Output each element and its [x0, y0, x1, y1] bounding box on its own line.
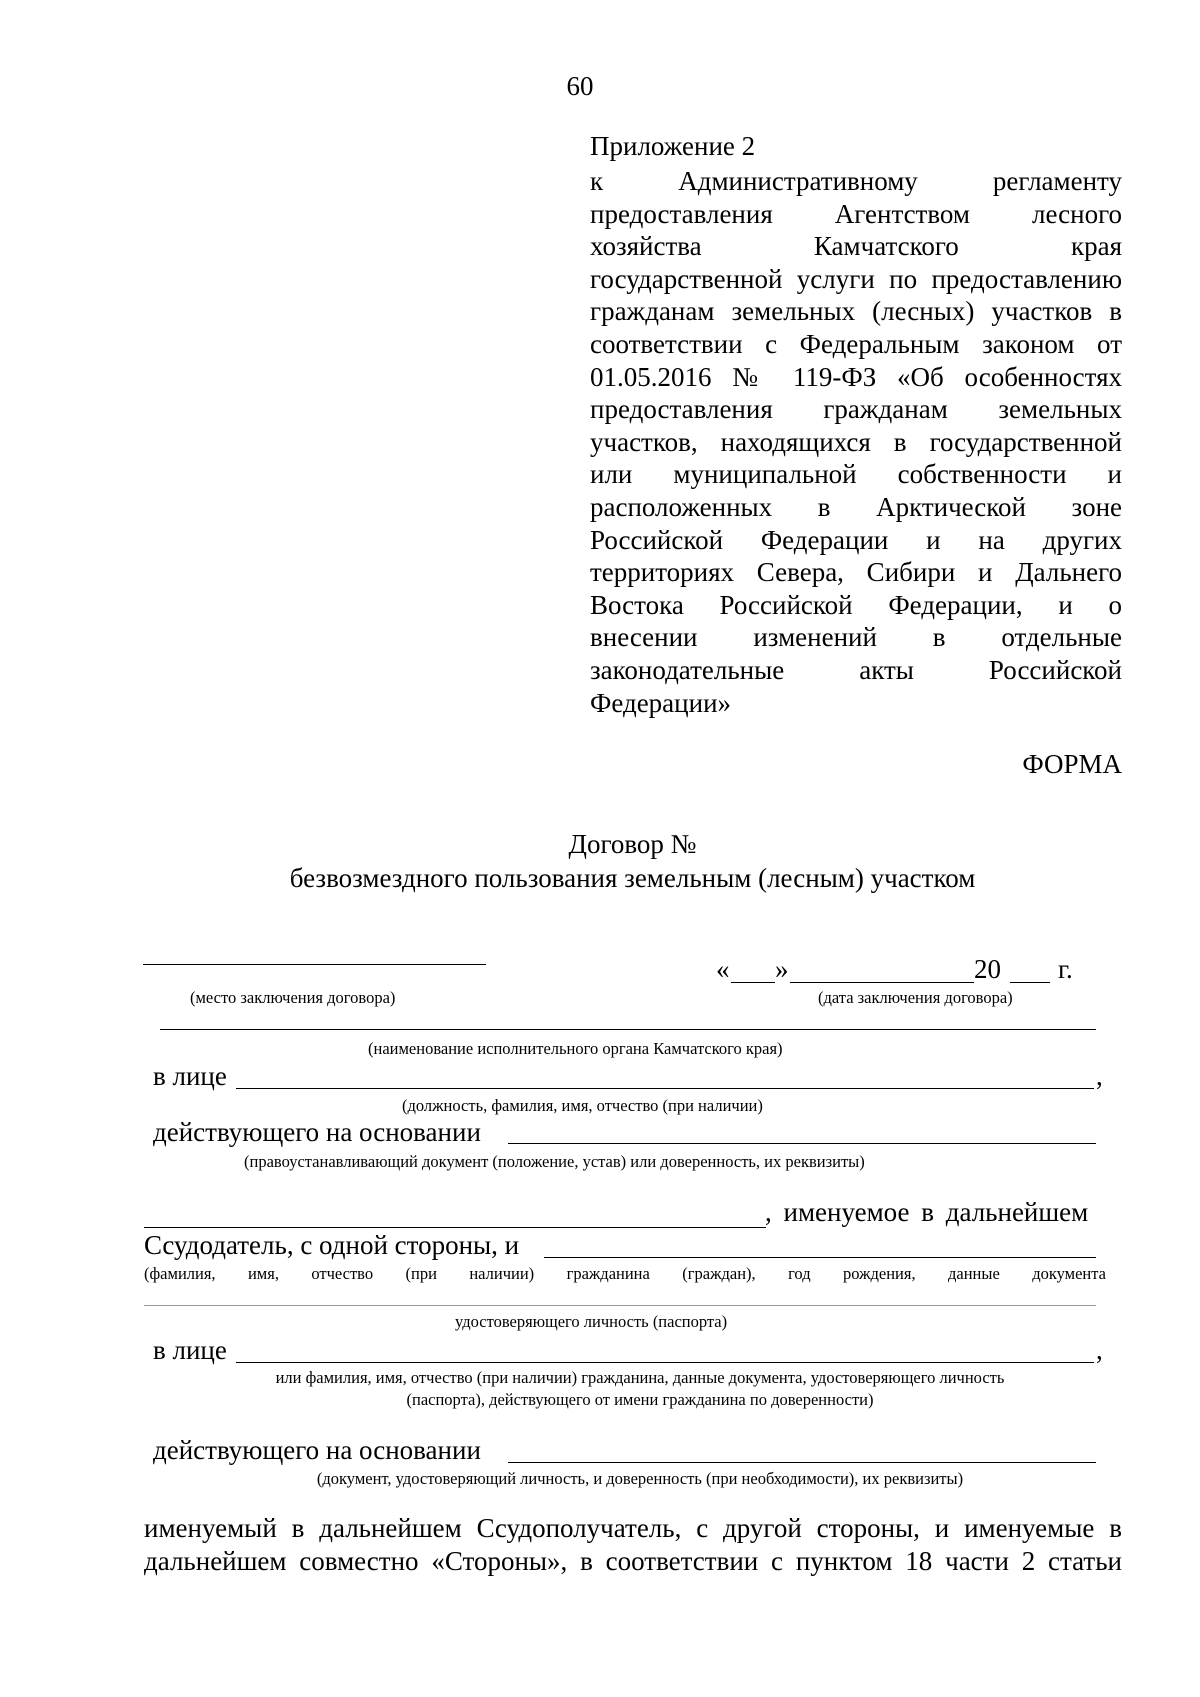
body-line-2: дальнейшем совместно «Стороны», в соответствии с пунктом 18 части 2 статьи: [144, 1546, 1122, 1576]
comma-2: ,: [1096, 1335, 1103, 1365]
appendix-line: или муниципальной собственности и: [590, 459, 1122, 490]
body-line-1: именуемый в дальнейшем Ссудополучатель, с другой стороны, и именуемые в: [144, 1513, 1122, 1543]
form-label: ФОРМА: [1022, 749, 1122, 779]
appendix-line: предоставления Агентством лесного: [590, 198, 1122, 229]
appendix-line: Российской Федерации и на других: [590, 524, 1122, 555]
citizen-caption-2: удостоверяющего личность (паспорта): [455, 1312, 728, 1331]
legal-doc-caption: (правоустанавливающий документ (положение, устав) или доверенность, их реквизиты): [244, 1152, 865, 1171]
appendix-line: предоставления гражданам земельных: [590, 394, 1122, 425]
appendix-line: законодательные акты Российской: [590, 654, 1122, 685]
date-quote-open: «: [716, 954, 730, 984]
appendix-line: расположенных в Арктической зоне: [590, 491, 1122, 522]
appendix-line: государственной услуги по предоставлению: [590, 263, 1122, 294]
position-field-line[interactable]: [236, 1088, 1094, 1089]
contract-title: Договор №: [568, 829, 697, 859]
identity-doc-field-line[interactable]: [508, 1462, 1096, 1463]
comma: ,: [1096, 1061, 1103, 1091]
in-person-label: в лице: [153, 1061, 227, 1091]
representative-caption-1: или фамилия, имя, отчество (при наличии) гражданина, данные документа, удостоверяющего личность: [275, 1368, 1005, 1387]
contract-subtitle: безвозмездного пользования земельным (лесным) участком: [289, 863, 976, 893]
date-quote-close: »: [775, 954, 789, 984]
date-year-line[interactable]: [1010, 982, 1050, 983]
identity-doc-caption: (документ, удостоверяющий личность, и доверенность (при необходимости), их реквизиты): [316, 1469, 964, 1488]
page-number: 60: [566, 71, 594, 101]
lender-label: Ссудодатель, с одной стороны, и: [144, 1230, 520, 1260]
citizen-field-line-2[interactable]: [144, 1305, 1096, 1306]
appendix-line: участков, находящихся в государственной: [590, 426, 1122, 457]
appendix-line: к Административному регламенту: [590, 166, 1122, 196]
date-year-suffix: г.: [1058, 954, 1073, 984]
representative-caption-2: (паспорта), действующего от имени гражданина по доверенности): [406, 1390, 874, 1409]
date-month-line[interactable]: [790, 982, 974, 983]
date-year-prefix: 20: [974, 954, 1001, 984]
appendix-text: [590, 165, 1122, 719]
appendix-line: гражданам земельных (лесных) участков в: [590, 296, 1122, 327]
referred-lender: , именуемое в дальнейшем: [765, 1197, 1089, 1227]
place-field-line[interactable]: [143, 964, 486, 965]
organ-caption: (наименование исполнительного органа Камчатского края): [368, 1039, 783, 1058]
appendix-line: территориях Севера, Сибири и Дальнего: [590, 557, 1122, 588]
appendix-line: 01.05.2016 № 119-ФЗ «Об особенностях: [590, 361, 1122, 392]
in-person-label-2: в лице: [153, 1335, 227, 1365]
lender-name-field-line[interactable]: [144, 1227, 766, 1228]
appendix-line: соответствии с Федеральным законом от: [590, 328, 1122, 359]
position-caption: (должность, фамилия, имя, отчество (при наличии): [402, 1096, 763, 1115]
legal-doc-field-line[interactable]: [508, 1143, 1096, 1144]
acting-basis-label-2: действующего на основании: [153, 1435, 481, 1465]
citizen-field-line[interactable]: [544, 1257, 1096, 1258]
organ-field-line[interactable]: [160, 1029, 1096, 1030]
acting-basis-label: действующего на основании: [153, 1117, 481, 1147]
appendix-title: Приложение 2: [590, 131, 756, 161]
appendix-line: Востока Российской Федерации, и о: [590, 589, 1122, 620]
date-caption: (дата заключения договора): [818, 988, 1013, 1007]
representative-field-line[interactable]: [236, 1362, 1094, 1363]
appendix-line: хозяйства Камчатского края: [590, 231, 1122, 262]
place-caption: (место заключения договора): [190, 988, 396, 1007]
citizen-caption-1: (фамилия, имя, отчество (при наличии) гражданина (граждан), год рождения, данные документа: [144, 1264, 1106, 1283]
date-day-line[interactable]: [731, 982, 775, 983]
appendix-line: внесении изменений в отдельные: [590, 622, 1122, 653]
appendix-line: Федерации»: [590, 687, 732, 718]
